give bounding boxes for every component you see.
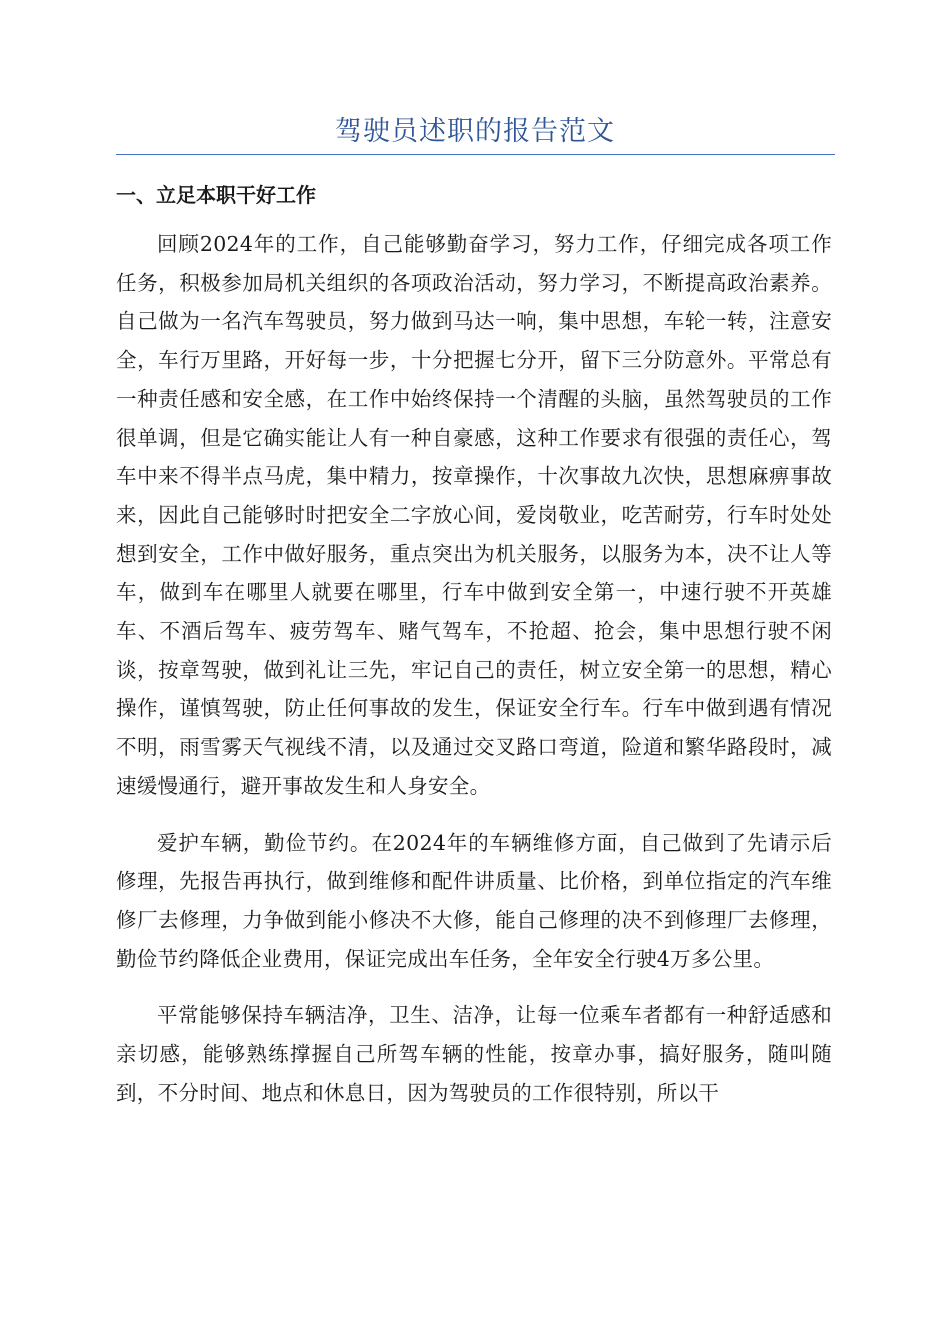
paragraph-1: 回顾2024年的工作，自己能够勤奋学习，努力工作，仔细完成各项工作任务，积极参加局机关组织的各项政治活动，努力学习，不断提高政治素养。自己做为一名汽车驾驶员，努力做到马达一响，集中思想，车轮一转，注意安全，车行万里路，开好每一步，十分把握七分开，留下三分防意外。平常总有一种责任感和安全感，在工作中始终保持一个清醒的头脑，虽然驾驶员的工作很单调，但是它确实能让人有一种自豪感，这种工作要求有很强的责任心，驾车中来不得半点马虎，集中精力，按章操作，十次事故九次快，思想麻痹事故来，因此自己能够时时把安全二字放心间，爱岗敬业，吃苦耐劳，行车时处处想到安全，工作中做好服务，重点突出为机关服务，以服务为本，决不让人等车，做到车在哪里人就要在哪里，行车中做到安全第一，中速行驶不开英雄车、不酒后驾车、疲劳驾车、赌气驾车，不抢超、抢会，集中思想行驶不闲谈，按章驾驶，做到礼让三先，牢记自己的责任，树立安全第一的思想，精心操作，谨慎驾驶，防止任何事故的发生，保证安全行车。行车中做到遇有情况不明，雨雪雾天气视线不清，以及通过交叉路口弯道，险道和繁华路段时，减速缓慢通行，避开事故发生和人身安全。	[116, 232, 832, 798]
section-heading: 一、立足本职干好工作	[116, 183, 316, 207]
paragraph-2: 爱护车辆，勤俭节约。在2024年的车辆维修方面，自己做到了先请示后修理，先报告再执行，做到维修和配件讲质量、比价格，到单位指定的汽车维修厂去修理，力争做到能小修决不大修，能自己修理的决不到修理厂去修理，勤俭节约降低企业费用，保证完成出车任务，全年安全行驶4万多公里。	[116, 830, 832, 971]
document-body	[116, 225, 832, 1130]
title-underline	[116, 154, 835, 155]
document-title: 驾驶员述职的报告范文	[335, 116, 615, 147]
paragraph-3: 平常能够保持车辆洁净，卫生、洁净，让每一位乘车者都有一种舒适感和亲切感，能够熟练撑握自己所驾车辆的性能，按章办事，搞好服务，随叫随到，不分时间、地点和休息日，因为驾驶员的工作很特别，所以干	[116, 1003, 832, 1105]
